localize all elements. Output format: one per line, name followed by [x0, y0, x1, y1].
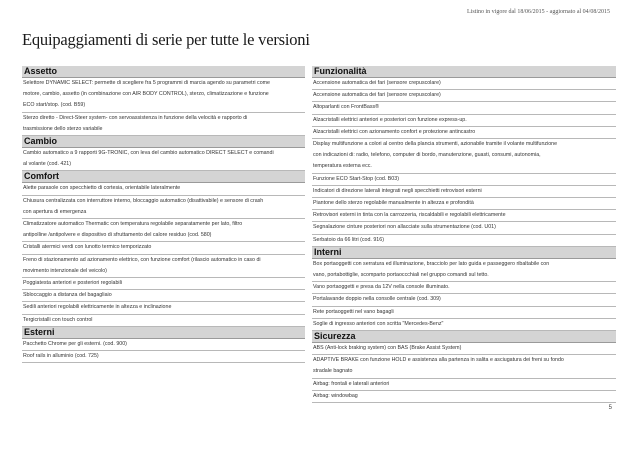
equipment-item — [312, 210, 616, 222]
equipment-item — [22, 339, 305, 351]
equipment-item-line: Pacchetto Chrome per gli esterni. (cod. 900) — [23, 340, 127, 347]
equipment-item — [312, 282, 616, 294]
equipment-item-line: Accensione automatica dei fari (sensore crepuscolare) — [313, 80, 441, 86]
equipment-item — [312, 174, 616, 186]
section-comfort — [22, 171, 305, 326]
equipment-item — [22, 113, 305, 136]
equipment-item — [22, 278, 305, 290]
equipment-item — [312, 235, 616, 247]
equipment-item — [312, 115, 616, 127]
equipment-item-line: Box portaoggetti con serratura ed illuminazione, bracciolo per lato guida e passeggero ribaltabile con — [313, 260, 550, 267]
equipment-item-line: Soglie di ingresso anteriori con scritta "Mercedes-Benz" — [313, 320, 444, 327]
equipment-item — [312, 379, 616, 391]
equipment-item-line: Alzacristalli elettrici anteriori e posteriori con funzione express-up. — [313, 116, 467, 123]
section-heading: Sicurezza — [312, 331, 616, 343]
equipment-item-line: stradale bagnato — [313, 368, 353, 375]
equipment-item-line: movimento intenzionale del veicolo) — [23, 267, 107, 274]
equipment-item-line: Cristalli atermici verdi con lunotto termico temporizzato — [23, 244, 152, 251]
section-heading: Funzionalità — [312, 66, 616, 78]
equipment-item — [312, 391, 616, 403]
equipment-item — [312, 102, 616, 114]
section-cambio — [22, 136, 305, 171]
equipment-item-line: Rete portaoggetti nel vano bagagli — [313, 308, 394, 315]
equipment-item-line: Climatizzatore automatico Thermatic con temperatura regolabile separatamente per lato, filtro — [23, 221, 243, 228]
section-interni — [312, 247, 616, 331]
equipment-item — [312, 186, 616, 198]
equipment-item-line: Indicatori di direzione laterali integrati negli specchietti retrovisori esterni — [313, 187, 482, 194]
equipment-item-line: al volante (cod. 421) — [23, 161, 71, 168]
equipment-item-line: Selettore DYNAMIC SELECT: permette di scegliere fra 5 programmi di marcia agendo su parametri come — [23, 80, 270, 86]
equipment-item-line: trasmissione dello sterzo variabile — [23, 125, 103, 132]
section-heading: Cambio — [22, 136, 305, 148]
equipment-item — [312, 294, 616, 306]
equipment-item-line: Segnalazione cinture posteriori non allacciate sulla strumentazione (cod. U01) — [313, 224, 496, 231]
left-column — [22, 66, 305, 363]
equipment-item — [312, 259, 616, 282]
equipment-item-line: ABS (Anti-lock braking system) con BAS (Brake Assist System) — [313, 345, 462, 352]
equipment-item-line: Piantone dello sterzo regolabile manualmente in altezza e profondità — [313, 200, 474, 207]
equipment-item — [312, 222, 616, 234]
price-list-validity-note: Listino in vigore dal 18/06/2015 - aggiornato al 04/08/2015 — [467, 9, 610, 15]
equipment-item — [312, 319, 616, 331]
equipment-item-line: Vano portaoggetti e presa da 12V nella console illuminato. — [313, 284, 450, 291]
equipment-item — [22, 183, 305, 195]
equipment-item — [312, 307, 616, 319]
equipment-item-line: Sedili anteriori regolabili elettricamente in altezza e inclinazione — [23, 304, 172, 311]
equipment-item — [22, 315, 305, 327]
equipment-item-line: Tergicristalli con touch control — [23, 316, 93, 323]
equipment-item — [312, 127, 616, 139]
equipment-item — [312, 90, 616, 102]
page-number: 5 — [608, 405, 612, 411]
equipment-item-line: Alette parasole con specchietto di cortesia, orientabile lateralmente — [23, 185, 181, 192]
equipment-item-line: Portalavande doppio nella consolle centrale (cod. 309) — [313, 296, 441, 303]
section-funzionalit- — [312, 66, 616, 247]
equipment-item-line: Freno di stazionamento ad azionamento elettrico, con funzione comfort (rilascio automatico in caso di — [23, 256, 261, 263]
equipment-item — [312, 355, 616, 378]
section-sicurezza — [312, 331, 616, 403]
equipment-item — [22, 290, 305, 302]
equipment-item — [22, 219, 305, 242]
section-heading: Interni — [312, 247, 616, 259]
section-esterni — [22, 327, 305, 363]
equipment-item-line: con apertura di emergenza — [23, 208, 87, 215]
section-assetto — [22, 66, 305, 136]
equipment-item-line: ECO start/stop. (cod. B59) — [23, 102, 86, 109]
equipment-item-line: ADAPTIVE BRAKE con funzione HOLD e assistenza alla partenza in salita e asciugatura dei freni su fondo — [313, 357, 564, 364]
equipment-item-line: Retrovisori esterni in tinta con la carrozzeria, riscaldabili e regolabili elettricamente — [313, 212, 506, 219]
equipment-item — [312, 139, 616, 174]
equipment-item — [22, 302, 305, 314]
equipment-item-line: Airbag: frontali e laterali anteriori — [313, 380, 390, 387]
equipment-item-line: temperatura esterna ecc. — [313, 163, 372, 170]
equipment-item-line: Cambio automatico a 9 rapporti 9G-TRONIC, con leva del cambio automatico DIRECT SELECT e comandi — [23, 150, 274, 157]
equipment-item-line: Accensione automatica dei fari (sensore crepuscolare) — [313, 92, 441, 99]
equipment-item-line: Serbatoio da 66 litri (cod. 916) — [313, 236, 384, 243]
equipment-item — [312, 343, 616, 355]
equipment-item-line: con indicazioni di: radio, telefono, computer di bordo, manutenzione, guasti, consumi, autonomia, — [313, 152, 541, 159]
right-column — [312, 66, 616, 403]
equipment-item — [312, 78, 616, 90]
equipment-item-line: antipolline /antipolvere e dispositivo di sfruttamento del calore residuo (cod. 580) — [23, 232, 212, 239]
page-title: Equipaggiamenti di serie per tutte le versioni — [22, 30, 310, 49]
section-heading: Assetto — [22, 66, 305, 78]
equipment-item-line: Airbag: windowbag — [313, 392, 358, 399]
section-heading: Esterni — [22, 327, 305, 339]
equipment-item-line: Altoparlanti con FrontBass® — [313, 104, 380, 111]
section-heading: Comfort — [22, 171, 305, 183]
equipment-item-line: Funzione ECO Start-Stop (cod. B03) — [313, 175, 399, 182]
equipment-item — [22, 351, 305, 363]
equipment-item — [22, 148, 305, 171]
equipment-item-line: Sterzo diretto - Direct-Steer system- con servoassistenza in funzione della velocità e rapporto di — [23, 114, 248, 121]
equipment-item-line: Sbloccaggio a distanza del bagagliaio — [23, 292, 112, 299]
equipment-item-line: Poggiatesta anteriori e posteriori regolabili — [23, 280, 122, 287]
equipment-item — [22, 196, 305, 219]
equipment-item — [22, 242, 305, 254]
equipment-item — [22, 255, 305, 278]
equipment-item-line: Chiusura centralizzata con interruttore interno, bloccaggio automatico (disattivabile) e sensore di crash — [23, 197, 264, 204]
equipment-item-line: Display multifunzione a colori al centro della plancia strumenti, azionabile tramite il volante multifunzione — [313, 141, 558, 148]
equipment-item — [312, 198, 616, 210]
equipment-item-line: Alzacristalli elettrici con azionamento confort e protezione antincastro — [313, 128, 476, 135]
equipment-item — [22, 78, 305, 113]
equipment-item-line: vano, portabottiglie, scomparto portaoccchiali nel gruppo comandi sul tetto. — [313, 272, 489, 279]
equipment-item-line: motore, cambio, assetto (in combinazione con AIR BODY CONTROL), sterzo, climatizzazione e funzione — [23, 91, 269, 98]
equipment-item-line: Roof rails in alluminio (cod. 725) — [23, 353, 99, 360]
